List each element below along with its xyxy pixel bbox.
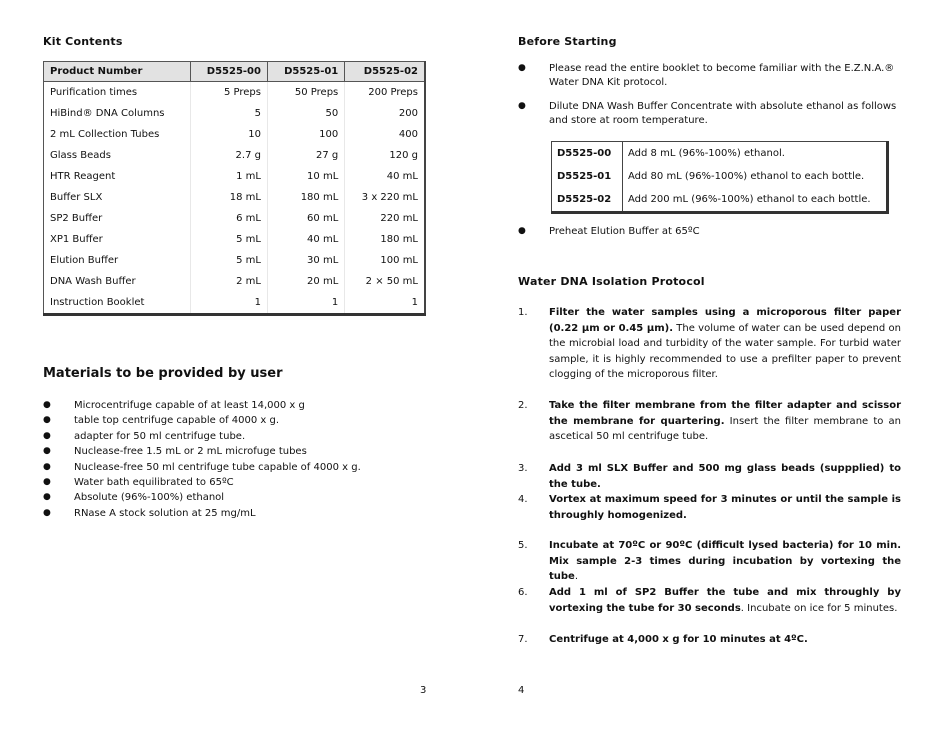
quantity-cell: 2.7 g [190,145,267,166]
table-row [44,82,426,104]
material-text: Nuclease-free 50 ml centrifuge tube capable of 4000 x g. [74,461,361,473]
table-header-row [44,62,426,82]
bullet-text: Dilute DNA Wash Buffer Concentrate with absolute ethanol as follows and store at room temperature. [549,101,897,126]
bullet-icon: ● [518,101,526,111]
step-body [549,398,901,445]
protocol-step [518,492,901,523]
bullet-icon: ● [43,492,51,503]
table-row [44,166,426,187]
quantity-cell: 120 g [345,145,425,166]
bullet-item [518,100,901,127]
step-bold-text: Filter the water samples using a microporous filter paper (0.22 µm or 0.45 µm). [549,307,901,334]
table-row [44,271,426,292]
table-row [44,229,426,250]
step-rest-text: Insert the filter membrane to an ascetical 50 ml centrifuge tube. [549,415,901,443]
quantity-cell: 1 [267,292,344,315]
quantity-cell: 3 x 220 mL [345,187,425,208]
quantity-cell: 180 mL [267,187,344,208]
step-bold-text: Incubate at 70ºC or 90ºC (difficult lysed bacteria) for 10 min. Mix sample 2-3 times during incubation by vortexing the tube [549,540,901,583]
step-rest-text: . [574,571,579,583]
quantity-cell: 50 [267,103,344,124]
table-row [552,142,888,166]
item-name-cell: Elution Buffer [50,255,119,266]
step-bold-text: Take the filter membrane from the filter adapter and scissor the membrane for quartering. [549,400,901,427]
quantity-cell: 40 mL [267,229,344,250]
bullet-icon: ● [43,507,51,518]
quantity-cell: 6 mL [190,208,267,229]
material-text: Microcentrifuge capable of at least 14,000 x g [74,400,305,411]
bullet-icon: ● [43,476,51,487]
item-name-cell: DNA Wash Buffer [50,276,136,287]
product-number-cell: D5525-01 [552,165,623,188]
table-row [44,250,426,271]
item-name-cell: Purification times [50,87,138,98]
bullet-icon: ● [43,415,51,426]
step-bold-text: Add 1 ml of SP2 Buffer the tube and mix throughly by vortexing the tube for 30 seconds [549,587,901,614]
item-name-cell: Instruction Booklet [50,297,145,308]
protocol-step [518,398,901,445]
protocol-step [518,305,901,383]
table-header-cell: D5525-02 [345,62,425,82]
quantity-cell: 5 mL [190,250,267,271]
quantity-cell: 200 Preps [345,82,425,104]
step-body [549,585,901,616]
quantity-cell: 400 [345,124,425,145]
material-text: RNase A stock solution at 25 mg/mL [74,507,256,519]
quantity-cell: 18 mL [190,187,267,208]
quantity-cell: 1 [190,292,267,315]
quantity-cell: 200 [345,103,425,124]
materials-list [43,398,361,521]
material-text: Nuclease-free 1.5 mL or 2 mL microfuge tubes [74,446,307,458]
item-name-cell: XP1 Buffer [50,234,103,245]
ethanol-dilution-table [551,141,889,214]
kit-contents-table [43,61,426,316]
ethanol-instruction-cell: Add 8 mL (96%-100%) ethanol. [628,148,785,159]
materials-heading: Materials to be provided by user [43,366,283,381]
bullet-item [518,62,901,89]
quantity-cell: 20 mL [267,271,344,292]
quantity-cell: 10 [190,124,267,145]
step-number: 5. [518,540,528,551]
page-number-left: 3 [420,685,427,696]
step-bold-text: Add 3 ml SLX Buffer and 500 mg glass beads (suppplied) to the tube. [549,463,901,490]
item-name-cell: HiBind® DNA Columns [50,108,165,119]
item-name-cell: Glass Beads [50,150,111,161]
quantity-cell: 180 mL [345,229,425,250]
item-name-cell: HTR Reagent [50,171,116,182]
table-row [44,145,426,166]
list-item [43,429,361,444]
bullet-icon: ● [518,63,526,73]
quantity-cell: 5 Preps [190,82,267,104]
step-body [549,305,901,383]
bullet-text: Preheat Elution Buffer at 65ºC [549,226,700,237]
step-body [549,492,901,523]
table-header-cell: Product Number [44,62,191,82]
step-number: 4. [518,494,528,505]
step-number: 6. [518,587,528,598]
quantity-cell: 2 × 50 mL [345,271,425,292]
ethanol-instruction-cell: Add 200 mL (96%-100%) ethanol to each bottle. [628,194,871,205]
quantity-cell: 1 [345,292,425,315]
quantity-cell: 30 mL [267,250,344,271]
quantity-cell: 1 mL [190,166,267,187]
table-row [552,188,888,213]
bullet-icon: ● [518,226,526,236]
before-starting-heading: Before Starting [518,35,617,48]
list-item [43,444,361,459]
bullet-icon: ● [43,461,51,472]
bullet-icon: ● [43,400,51,410]
step-body [549,538,901,585]
quantity-cell: 5 mL [190,229,267,250]
bullet-icon: ● [43,430,51,441]
kit-contents-heading: Kit Contents [43,35,123,48]
protocol-step [518,632,901,648]
table-row [44,292,426,315]
item-name-cell: SP2 Buffer [50,213,103,224]
table-row [44,124,426,145]
table-header-cell: D5525-00 [190,62,267,82]
step-bold-text: Centrifuge at 4,000 x g for 10 minutes at 4ºC. [549,634,808,645]
protocol-step [518,461,901,492]
product-number-cell: D5525-00 [552,142,623,166]
table-row [44,208,426,229]
quantity-cell: 220 mL [345,208,425,229]
table-header-cell: D5525-01 [267,62,344,82]
ethanol-instruction-cell: Add 80 mL (96%-100%) ethanol to each bottle. [628,171,865,182]
protocol-heading: Water DNA Isolation Protocol [518,275,705,288]
step-body [549,461,901,492]
bullet-text: Please read the entire booklet to become familiar with the E.Z.N.A.® Water DNA Kit protocol. [549,63,895,88]
material-text: Water bath equilibrated to 65ºC [74,476,234,488]
step-body [549,632,901,648]
table-row [552,165,888,188]
table-row [44,187,426,208]
bullet-icon: ● [43,446,51,457]
quantity-cell: 5 [190,103,267,124]
list-item [43,460,361,475]
step-rest-text: The volume of water can be used depend on the microbial load and turbidity of the water sample. For turbid water sample, it is highly recommended to use a prefilter paper to prevent clogging of the microporous filter. [549,322,901,381]
quantity-cell: 100 mL [345,250,425,271]
item-name-cell: 2 mL Collection Tubes [50,129,160,140]
material-text: Absolute (96%-100%) ethanol [74,492,225,504]
page-number-right: 4 [518,685,525,696]
list-item [43,398,361,413]
material-text: table top centrifuge capable of 4000 x g. [74,415,280,427]
protocol-step [518,538,901,585]
list-item [43,506,361,521]
quantity-cell: 27 g [267,145,344,166]
protocol-step [518,585,901,616]
item-name-cell: Buffer SLX [50,192,103,203]
step-number: 7. [518,634,528,645]
step-number: 3. [518,463,528,474]
quantity-cell: 60 mL [267,208,344,229]
table-row [44,103,426,124]
step-rest-text: . Incubate on ice for 5 minutes. [740,602,898,614]
quantity-cell: 2 mL [190,271,267,292]
product-number-cell: D5525-02 [552,188,623,213]
quantity-cell: 50 Preps [267,82,344,104]
material-text: adapter for 50 ml centrifuge tube. [74,430,246,442]
quantity-cell: 40 mL [345,166,425,187]
bullet-item [518,225,901,239]
quantity-cell: 100 [267,124,344,145]
step-bold-text: Vortex at maximum speed for 3 minutes or until the sample is throughly homogenized. [549,494,901,521]
list-item [43,413,361,428]
step-number: 1. [518,307,528,318]
quantity-cell: 10 mL [267,166,344,187]
list-item [43,490,361,505]
list-item [43,475,361,490]
step-number: 2. [518,400,528,411]
